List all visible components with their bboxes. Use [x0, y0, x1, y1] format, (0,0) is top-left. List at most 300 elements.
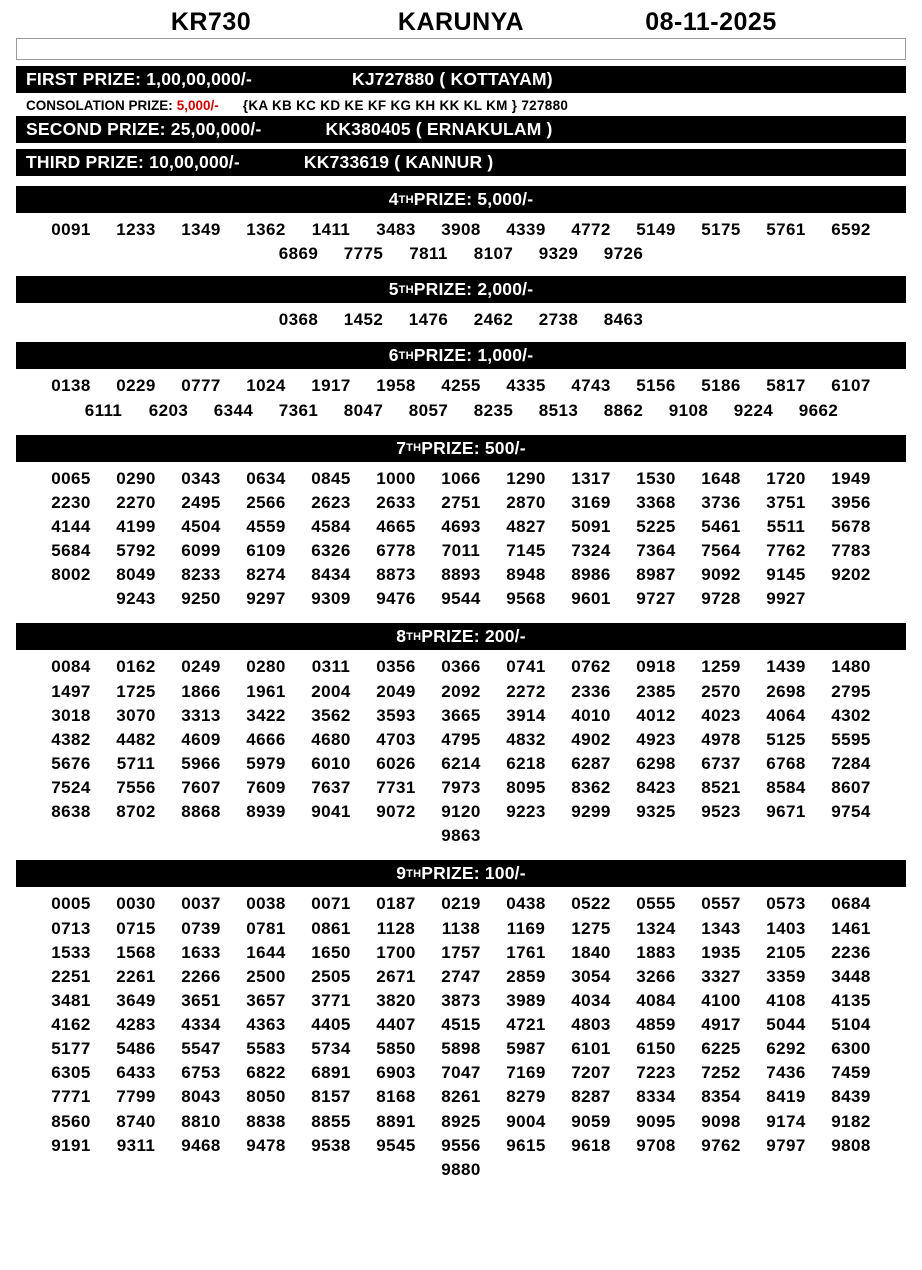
lottery-number: 8891: [376, 1111, 416, 1131]
ninth-prize-sup: TH: [406, 867, 422, 880]
lottery-number: 1866: [181, 681, 221, 701]
lottery-number: 5225: [636, 516, 676, 536]
lottery-number: 5486: [116, 1039, 156, 1059]
lottery-number: 8043: [181, 1087, 221, 1107]
lottery-number: 2698: [766, 681, 806, 701]
consolation-amount: 5,000/-: [176, 98, 219, 113]
lottery-number: 2751: [441, 492, 481, 512]
lottery-number: 0038: [246, 894, 286, 914]
lottery-number: 5987: [506, 1039, 546, 1059]
lottery-number: 4665: [376, 516, 416, 536]
lottery-number: 0071: [311, 894, 351, 914]
lottery-number: 6300: [831, 1039, 871, 1059]
lottery-number: 4339: [506, 220, 546, 239]
lottery-number: 1476: [408, 310, 449, 330]
lottery-number: 9120: [441, 802, 481, 822]
lottery-number: 4283: [116, 1015, 156, 1034]
lottery-number: 7762: [766, 541, 806, 560]
number-row: [18, 680, 904, 704]
seventh-prize-sup: TH: [406, 442, 422, 455]
lottery-number: 8810: [181, 1111, 221, 1131]
lottery-number: 6891: [311, 1063, 351, 1083]
lottery-number: 3266: [636, 966, 676, 986]
lottery-number: 8057: [408, 400, 449, 420]
blank-input-bar: [16, 38, 906, 60]
lottery-number: 9182: [831, 1111, 871, 1131]
lottery-number: 6753: [181, 1063, 221, 1083]
lottery-number: 9568: [506, 589, 546, 609]
lottery-number: 0187: [376, 894, 416, 914]
lottery-number: 6592: [831, 220, 871, 239]
lottery-number: 9468: [181, 1135, 221, 1155]
lottery-number: 2230: [51, 492, 91, 512]
lottery-number: 5044: [766, 1015, 806, 1034]
number-row: [18, 374, 904, 398]
lottery-number: 4407: [376, 1015, 416, 1034]
first-prize-bar: [16, 66, 906, 93]
lottery-number: 4803: [571, 1015, 611, 1034]
lottery-number: 4135: [831, 990, 871, 1010]
seventh-prize-numbers: [16, 462, 906, 616]
lottery-number: 9072: [376, 802, 416, 822]
lottery-number: 0438: [506, 894, 546, 914]
lottery-number: 2266: [181, 966, 221, 986]
lottery-number: 4034: [571, 990, 611, 1010]
lottery-number: 4693: [441, 516, 481, 536]
page-header: [16, 0, 906, 34]
lottery-number: 5583: [246, 1039, 286, 1059]
lottery-number: 8274: [246, 565, 286, 585]
lottery-number: 2049: [376, 681, 416, 701]
lottery-number: 1259: [701, 657, 741, 677]
number-row: [18, 1085, 904, 1109]
lottery-number: 8521: [701, 778, 741, 797]
lottery-number: 0065: [51, 468, 91, 488]
lottery-number: 6010: [311, 753, 351, 773]
lottery-number: 5511: [766, 516, 806, 536]
number-row: [18, 989, 904, 1013]
lottery-number: 8868: [181, 802, 221, 822]
lottery-number: 0229: [116, 376, 156, 396]
lottery-number: 9095: [636, 1111, 676, 1131]
lottery-number: 8261: [441, 1087, 481, 1107]
lottery-number: 3448: [831, 966, 871, 986]
lottery-number: 4302: [831, 705, 871, 725]
lottery-number: 4482: [116, 729, 156, 749]
lottery-number: 7324: [571, 541, 611, 560]
lottery-number: 1411: [311, 220, 351, 239]
second-prize-label: SECOND PRIZE: 25,00,000/-: [26, 119, 262, 139]
lottery-number: 4795: [441, 729, 481, 749]
fourth-prize-label: PRIZE: 5,000/-: [413, 189, 534, 209]
lottery-number: 1403: [766, 918, 806, 938]
lottery-number: 2738: [538, 310, 579, 330]
lottery-number: 7811: [409, 244, 448, 264]
fifth-prize-label: PRIZE: 2,000/-: [413, 279, 534, 300]
lottery-number: 2566: [246, 492, 286, 512]
number-row: [18, 728, 904, 752]
lottery-number: 9671: [766, 802, 806, 822]
lottery-number: 0091: [51, 220, 91, 239]
lottery-number: 5149: [636, 220, 676, 239]
lottery-number: 4064: [766, 705, 806, 725]
ninth-prize-ordinal: 9: [396, 863, 407, 884]
lottery-number: 6109: [246, 541, 286, 560]
lottery-number: 9250: [181, 589, 221, 609]
lottery-number: 3820: [376, 990, 416, 1010]
draw-date: 08-11-2025: [645, 8, 777, 36]
consolation-prize-row: [16, 93, 906, 116]
lottery-number: 8362: [571, 778, 611, 797]
lottery-number: 2270: [116, 492, 156, 512]
lottery-number: 8050: [246, 1087, 286, 1107]
lottery-number: 8107: [473, 244, 514, 264]
lottery-number: 6869: [278, 244, 319, 264]
lottery-number: 0741: [506, 657, 546, 677]
lottery-number: 0280: [246, 657, 286, 677]
lottery-number: 4743: [571, 376, 611, 396]
lottery-number: 5792: [116, 541, 156, 560]
number-row: [18, 1110, 904, 1134]
lottery-number: 6107: [831, 376, 871, 396]
lottery-number: 9223: [506, 802, 546, 822]
lottery-number: 8513: [538, 400, 579, 420]
number-row: [18, 467, 904, 491]
lottery-number: 1757: [441, 942, 481, 962]
fifth-prize-sup: TH: [398, 283, 414, 296]
lottery-number: 7564: [701, 541, 741, 560]
lottery-number: 8893: [441, 565, 481, 585]
lottery-number: 0290: [116, 468, 156, 488]
lottery-number: 4515: [441, 1015, 481, 1034]
lottery-number: 3956: [831, 492, 871, 512]
lottery-number: 8702: [116, 802, 156, 822]
number-row: [18, 1013, 904, 1037]
lottery-number: 4084: [636, 990, 676, 1010]
lottery-number: 7607: [181, 778, 221, 797]
lottery-number: 8925: [441, 1111, 481, 1131]
first-prize-label: FIRST PRIZE: 1,00,00,000/-: [26, 69, 252, 89]
lottery-number: 3483: [376, 220, 416, 239]
seventh-prize-bar: [16, 435, 906, 462]
lottery-number: 8439: [831, 1087, 871, 1107]
lottery-number: 0684: [831, 894, 871, 914]
lottery-number: 5761: [766, 220, 806, 239]
lottery-number: 8279: [506, 1087, 546, 1107]
lottery-number: 0138: [51, 376, 91, 396]
lottery-number: 2500: [246, 966, 286, 986]
lottery-number: 9309: [311, 589, 351, 609]
lottery-number: 7284: [831, 753, 871, 773]
lottery-number: 0030: [116, 894, 156, 914]
lottery-number: 4827: [506, 516, 546, 536]
lottery-number: 7361: [278, 400, 319, 420]
lottery-number: 1439: [766, 657, 806, 677]
lottery-number: 3651: [181, 990, 221, 1010]
lottery-number: 8047: [343, 400, 384, 420]
lottery-number: 8463: [603, 310, 644, 330]
lottery-number: 9544: [441, 589, 481, 609]
lottery-number: 4012: [636, 705, 676, 725]
number-row: [18, 563, 904, 587]
lottery-number: 5678: [831, 516, 871, 536]
lottery-number: 9863: [441, 826, 481, 846]
lottery-number: 7011: [441, 541, 481, 560]
lottery-number: 8049: [116, 565, 156, 585]
lottery-number: 9662: [798, 400, 839, 420]
lottery-number: 0005: [51, 894, 91, 914]
lottery-number: 3169: [571, 492, 611, 512]
lottery-number: 5734: [311, 1039, 351, 1059]
lottery-number: 8939: [246, 802, 286, 822]
lottery-number: 7799: [116, 1087, 156, 1107]
lottery-number: 4100: [701, 990, 741, 1010]
number-row: [18, 776, 904, 800]
lottery-number: 0084: [51, 657, 91, 677]
lottery-number: 4902: [571, 729, 611, 749]
lottery-number: 9329: [538, 244, 579, 264]
lottery-number: 3070: [116, 705, 156, 725]
lottery-number: 1290: [506, 468, 546, 488]
lottery-number: 7436: [766, 1063, 806, 1083]
lottery-number: 3657: [246, 990, 286, 1010]
lottery-number: 2505: [311, 966, 351, 986]
number-row: [18, 941, 904, 965]
lottery-number: 6111: [84, 400, 123, 420]
lottery-number: 0713: [51, 918, 91, 938]
number-row: [18, 515, 904, 539]
lottery-number: 1917: [311, 376, 351, 396]
lottery-number: 2495: [181, 492, 221, 512]
lottery-number: 2336: [571, 681, 611, 701]
lottery-number: 8987: [636, 565, 676, 585]
lottery-number: 4144: [51, 516, 91, 536]
lottery-number: 5684: [51, 541, 91, 560]
lottery-number: 4108: [766, 990, 806, 1010]
lottery-number: 9601: [571, 589, 611, 609]
lottery-number: 4721: [506, 1015, 546, 1034]
eighth-prize-label: PRIZE: 200/-: [421, 626, 526, 647]
lottery-number: 4405: [311, 1015, 351, 1034]
lottery-number: 4010: [571, 705, 611, 725]
number-row: [18, 218, 904, 242]
lottery-number: 3771: [311, 990, 351, 1010]
lottery-number: 7145: [506, 541, 546, 560]
lottery-number: 0739: [181, 918, 221, 938]
lottery-number: 7364: [636, 541, 676, 560]
lottery-number: 1497: [51, 681, 91, 701]
lottery-number: 9174: [766, 1111, 806, 1131]
lottery-number: 3649: [116, 990, 156, 1010]
lottery-number: 9299: [571, 802, 611, 822]
lottery-number: 2859: [506, 966, 546, 986]
lottery-number: 3359: [766, 966, 806, 986]
lottery-number: 1169: [506, 918, 546, 938]
lottery-number: 1349: [181, 220, 221, 239]
lottery-number: 0762: [571, 657, 611, 677]
lottery-number: 3989: [506, 990, 546, 1010]
lottery-number: 5850: [376, 1039, 416, 1059]
lottery-number: 9808: [831, 1135, 871, 1155]
ninth-prize-bar: [16, 860, 906, 887]
number-row: [18, 655, 904, 679]
lottery-number: 4666: [246, 729, 286, 749]
lottery-number: 1138: [441, 918, 481, 938]
fifth-prize-ordinal: 5: [388, 279, 399, 300]
lottery-number: 9041: [311, 802, 351, 822]
lottery-number: 4584: [311, 516, 351, 536]
lottery-number: 3562: [311, 705, 351, 725]
number-row: [18, 491, 904, 515]
lottery-number: 3327: [701, 966, 741, 986]
lottery-number: 9092: [701, 565, 741, 585]
lottery-number: 1343: [701, 918, 741, 938]
lottery-number: 4023: [701, 705, 741, 725]
sixth-prize-bar: [16, 342, 906, 369]
lottery-number: 2795: [831, 681, 871, 701]
lottery-number: 5676: [51, 753, 91, 773]
lottery-number: 6292: [766, 1039, 806, 1059]
lottery-number: 7637: [311, 778, 351, 797]
lottery-number: 2570: [701, 681, 741, 701]
lottery-number: 5595: [831, 729, 871, 749]
number-row: [18, 704, 904, 728]
lottery-number: 9311: [116, 1135, 156, 1155]
lottery-number: 5711: [116, 753, 156, 773]
lottery-number: 5125: [766, 729, 806, 749]
lottery-number: 1275: [571, 918, 611, 938]
lottery-number: 5177: [51, 1039, 91, 1059]
lottery-number: 6287: [571, 753, 611, 773]
lottery-number: 2633: [376, 492, 416, 512]
lottery-number: 1533: [51, 942, 91, 962]
lottery-number: 8235: [473, 400, 514, 420]
lottery-number: 1066: [441, 468, 481, 488]
number-row: [18, 1134, 904, 1158]
lottery-number: 6214: [441, 753, 481, 773]
lottery-number: 5175: [701, 220, 741, 239]
lottery-number: 1700: [376, 942, 416, 962]
lottery-number: 1362: [246, 220, 286, 239]
lottery-number: 9478: [246, 1135, 286, 1155]
lottery-number: 2261: [116, 966, 156, 986]
fifth-prize-numbers: [16, 303, 906, 336]
lottery-number: 1530: [636, 468, 676, 488]
third-prize-label: THIRD PRIZE: 10,00,000/-: [26, 152, 240, 172]
lottery-number: 8233: [181, 565, 221, 585]
lottery-number: 0777: [181, 376, 221, 396]
lottery-number: 4680: [311, 729, 351, 749]
lottery-number: 3908: [441, 220, 481, 239]
fourth-prize-numbers: [16, 213, 906, 270]
lottery-number: 8855: [311, 1111, 351, 1131]
number-row: [18, 752, 904, 776]
lottery-number: 1949: [831, 468, 871, 488]
draw-code: KR730: [170, 8, 252, 36]
lottery-number: 5547: [181, 1039, 221, 1059]
lottery-number: 8638: [51, 802, 91, 822]
lottery-number: 0573: [766, 894, 806, 914]
lottery-number: 8607: [831, 778, 871, 797]
lottery-number: 9797: [766, 1135, 806, 1155]
lottery-number: 8157: [311, 1087, 351, 1107]
lottery-number: 6822: [246, 1063, 286, 1083]
lottery-name: KARUNYA: [397, 8, 525, 36]
lottery-number: 7609: [246, 778, 286, 797]
lottery-number: 4772: [571, 220, 611, 239]
lottery-number: 1958: [376, 376, 416, 396]
lottery-number: 9545: [376, 1135, 416, 1155]
consolation-series: {KA KB KC KD KE KF KG KH KK KL KM } 727880: [242, 98, 569, 113]
lottery-number: 4559: [246, 516, 286, 536]
lottery-number: 3665: [441, 705, 481, 725]
lottery-number: 9927: [766, 589, 806, 609]
lottery-number: 3593: [376, 705, 416, 725]
lottery-number: 5966: [181, 753, 221, 773]
lottery-number: 8434: [311, 565, 351, 585]
lottery-number: 1648: [701, 468, 741, 488]
lottery-number: 3481: [51, 990, 91, 1010]
lottery-number: 1480: [831, 657, 871, 677]
lottery-number: 0343: [181, 468, 221, 488]
lottery-number: 4703: [376, 729, 416, 749]
eighth-prize-ordinal: 8: [396, 626, 407, 647]
lottery-number: 2623: [311, 492, 351, 512]
lottery-number: 5091: [571, 516, 611, 536]
consolation-label: CONSOLATION PRIZE:: [26, 98, 173, 113]
lottery-number: 4255: [441, 376, 481, 396]
lottery-number: 5186: [701, 376, 741, 396]
lottery-number: 9762: [701, 1135, 741, 1155]
lottery-number: 8334: [636, 1087, 676, 1107]
lottery-number: 8862: [603, 400, 644, 420]
lottery-number: 4504: [181, 516, 221, 536]
lottery-number: 0555: [636, 894, 676, 914]
lottery-number: 1650: [311, 942, 351, 962]
lottery-number: 1233: [116, 220, 156, 239]
lottery-number: 9325: [636, 802, 676, 822]
lottery-number: 0557: [701, 894, 741, 914]
lottery-number: 7459: [831, 1063, 871, 1083]
lottery-number: 6218: [506, 753, 546, 773]
lottery-number: 8838: [246, 1111, 286, 1131]
lottery-number: 0634: [246, 468, 286, 488]
lottery-number: 2105: [766, 942, 806, 962]
lottery-number: 5898: [441, 1039, 481, 1059]
lottery-number: 9145: [766, 565, 806, 585]
eighth-prize-bar: [16, 623, 906, 650]
sixth-prize-label: PRIZE: 1,000/-: [413, 345, 534, 366]
lottery-number: 1452: [343, 310, 384, 330]
lottery-number: 9202: [831, 565, 871, 585]
lottery-number: 6326: [311, 541, 351, 560]
lottery-number: 4859: [636, 1015, 676, 1034]
number-row: [18, 800, 904, 824]
lottery-number: 5979: [246, 753, 286, 773]
lottery-number: 1720: [766, 468, 806, 488]
lottery-number: 9538: [311, 1135, 351, 1155]
lottery-number: 9004: [506, 1111, 546, 1131]
lottery-number: 8419: [766, 1087, 806, 1107]
lottery-number: 9243: [116, 589, 156, 609]
lottery-number: 9615: [506, 1135, 546, 1155]
number-row: [18, 587, 904, 611]
lottery-number: 8584: [766, 778, 806, 797]
lottery-number: 9618: [571, 1135, 611, 1155]
lottery-number: 6433: [116, 1063, 156, 1083]
lottery-number: 1000: [376, 468, 416, 488]
lottery-number: 1568: [116, 942, 156, 962]
